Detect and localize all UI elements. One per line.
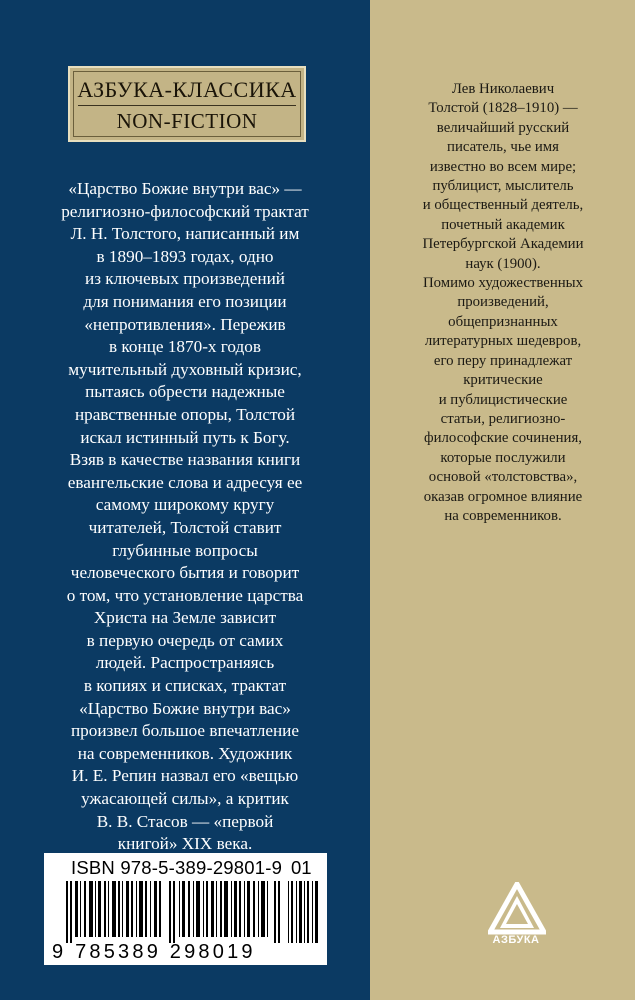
isbn-addon: 01: [291, 857, 312, 878]
series-badge: [68, 66, 306, 142]
book-description: «Царство Божие внутри вас» — религиозно-философский трактат Л. Н. Толстого, написанный им в 1890–1893 годах, одно из ключевых произведений для понимания его позиции «непротивления». Пережив в конце 1870-х годов мучительный духовный кризис, пытаясь обрести надежные нравственные опоры, Толстой искал истинный путь к Богу. Взяв в качестве названия книги евангельские слова и адресуя ее самому широкому кругу читателей, Толстой ставит глубинные вопросы человеческого бытия и говорит о том, что установление царства Христа на Земле зависит в первую очередь от самих людей. Распространяясь в копиях и списках, трактат «Царство Божие внутри вас» произвел большое впечатление на современников. Художник И. Е. Репин назвал его «вещью ужасающей силы», а критик В. В. Стасов — «первой книгой» XIX века.: [61, 179, 309, 854]
ean-barcode-bars: [66, 881, 280, 943]
addon-barcode-bars: [288, 881, 318, 943]
isbn-number: ISBN 978-5-389-29801-9: [71, 857, 283, 878]
author-biography: Лев Николаевич Толстой (1828–1910) — величайший русский писатель, чье имя известно во всем мире; публицист, мыслитель и общественный деятель, почетный академик Петербургской Академии наук (1900). Помимо художественных произведений, общепризнанных литературных шедевров, его перу принадлежат критические и публицистические статьи, религиозно- философские сочинения, которые послужили основой «толстовства», оказав огромное влияние на современников.: [422, 81, 584, 524]
series-subtitle: NON-FICTION: [116, 109, 258, 133]
series-divider: [78, 105, 296, 106]
barcode-label: [44, 853, 327, 965]
publisher-name: АЗБУКА: [492, 934, 540, 946]
series-name: АЗБУКА-КЛАССИКА: [77, 77, 297, 102]
ean-digits: 9 785389 298019: [52, 941, 256, 963]
